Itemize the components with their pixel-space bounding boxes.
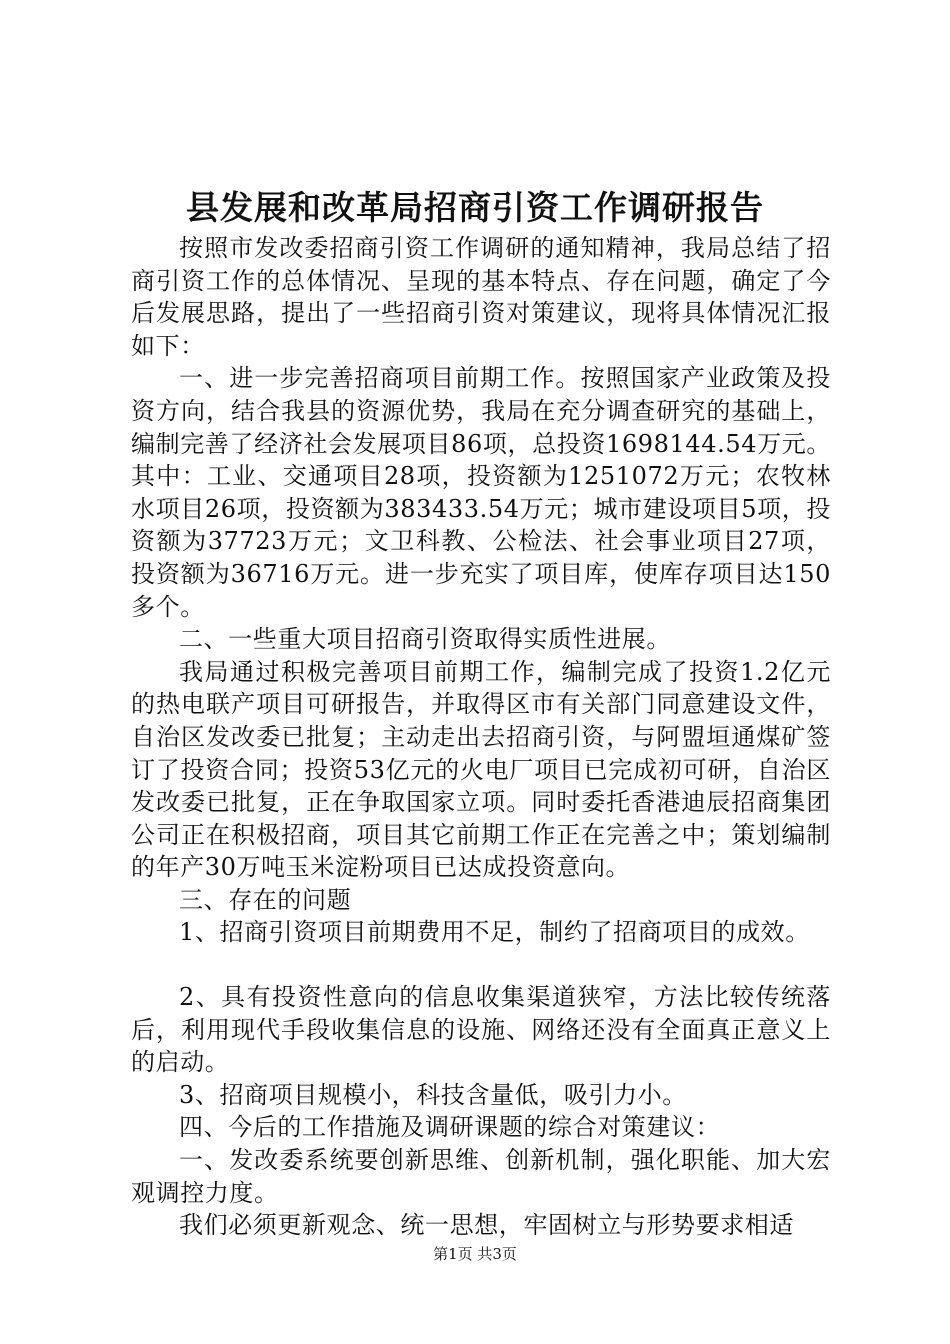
- paragraph-measure-1: 一、发改委系统要创新思维、创新机制，强化职能、加大宏观调控力度。: [131, 1146, 831, 1207]
- paragraph-intro: 按照市发改委招商引资工作调研的通知精神，我局总结了招商引资工作的总体情况、呈现的基本特点、存在问题，确定了今后发展思路，提出了一些招商引资对策建议，现将具体情况汇报如下：: [131, 234, 831, 360]
- paragraph-section-4-heading: 四、今后的工作措施及调研课题的综合对策建议：: [179, 1113, 721, 1142]
- paragraph-section-3-heading: 三、存在的问题: [179, 885, 352, 914]
- page-footer: 第1页 共3页: [433, 1245, 517, 1263]
- paragraph-problem-1: 1、招商引资项目前期费用不足，制约了招商项目的成效。: [179, 918, 810, 947]
- document-title: 县发展和改革局招商引资工作调研报告: [186, 188, 764, 227]
- document-body: [131, 232, 831, 1242]
- paragraph-section-2-heading: 二、一些重大项目招商引资取得实质性进展。: [179, 625, 671, 654]
- paragraph-section-2-body: 我局通过积极完善项目前期工作，编制完成了投资1.2亿元的热电联产项目可研报告，并取得区市有关部门同意建设文件，自治区发改委已批复；主动走出去招商引资，与阿盟垣通煤矿签订了投资合同；投资53亿元的火电厂项目已完成初可研，自治区发改委已批复，正在争取国家立项。同时委托香港迪辰招商集团公司正在积极招商，项目其它前期工作正在完善之中；策划编制的年产30万吨玉米淀粉项目已达成投资意向。: [131, 657, 831, 882]
- paragraph-measure-1-body: 我们必须更新观念、统一思想，牢固树立与形势要求相适: [179, 1211, 794, 1240]
- paragraph-problem-2: 2、具有投资性意向的信息收集渠道狭窄，方法比较传统落后，利用现代手段收集信息的设施、网络还没有全面真正意义上的启动。: [131, 983, 831, 1077]
- paragraph-section-1: 一、进一步完善招商项目前期工作。按照国家产业政策及投资方向，结合我县的资源优势，我局在充分调查研究的基础上，编制完善了经济社会发展项目86项，总投资1698144.54万元。其中：工业、交通项目28项，投资额为1251072万元；农牧林水项目26项，投资额为383433.54万元；城市建设项目5项，投资额为37723万元；文卫科教、公检法、社会事业项目27项，投资额为36716万元。进一步充实了项目库，使库存项目达150多个。: [131, 364, 831, 621]
- paragraph-problem-3: 3、招商项目规模小，科技含量低，吸引力小。: [179, 1080, 687, 1109]
